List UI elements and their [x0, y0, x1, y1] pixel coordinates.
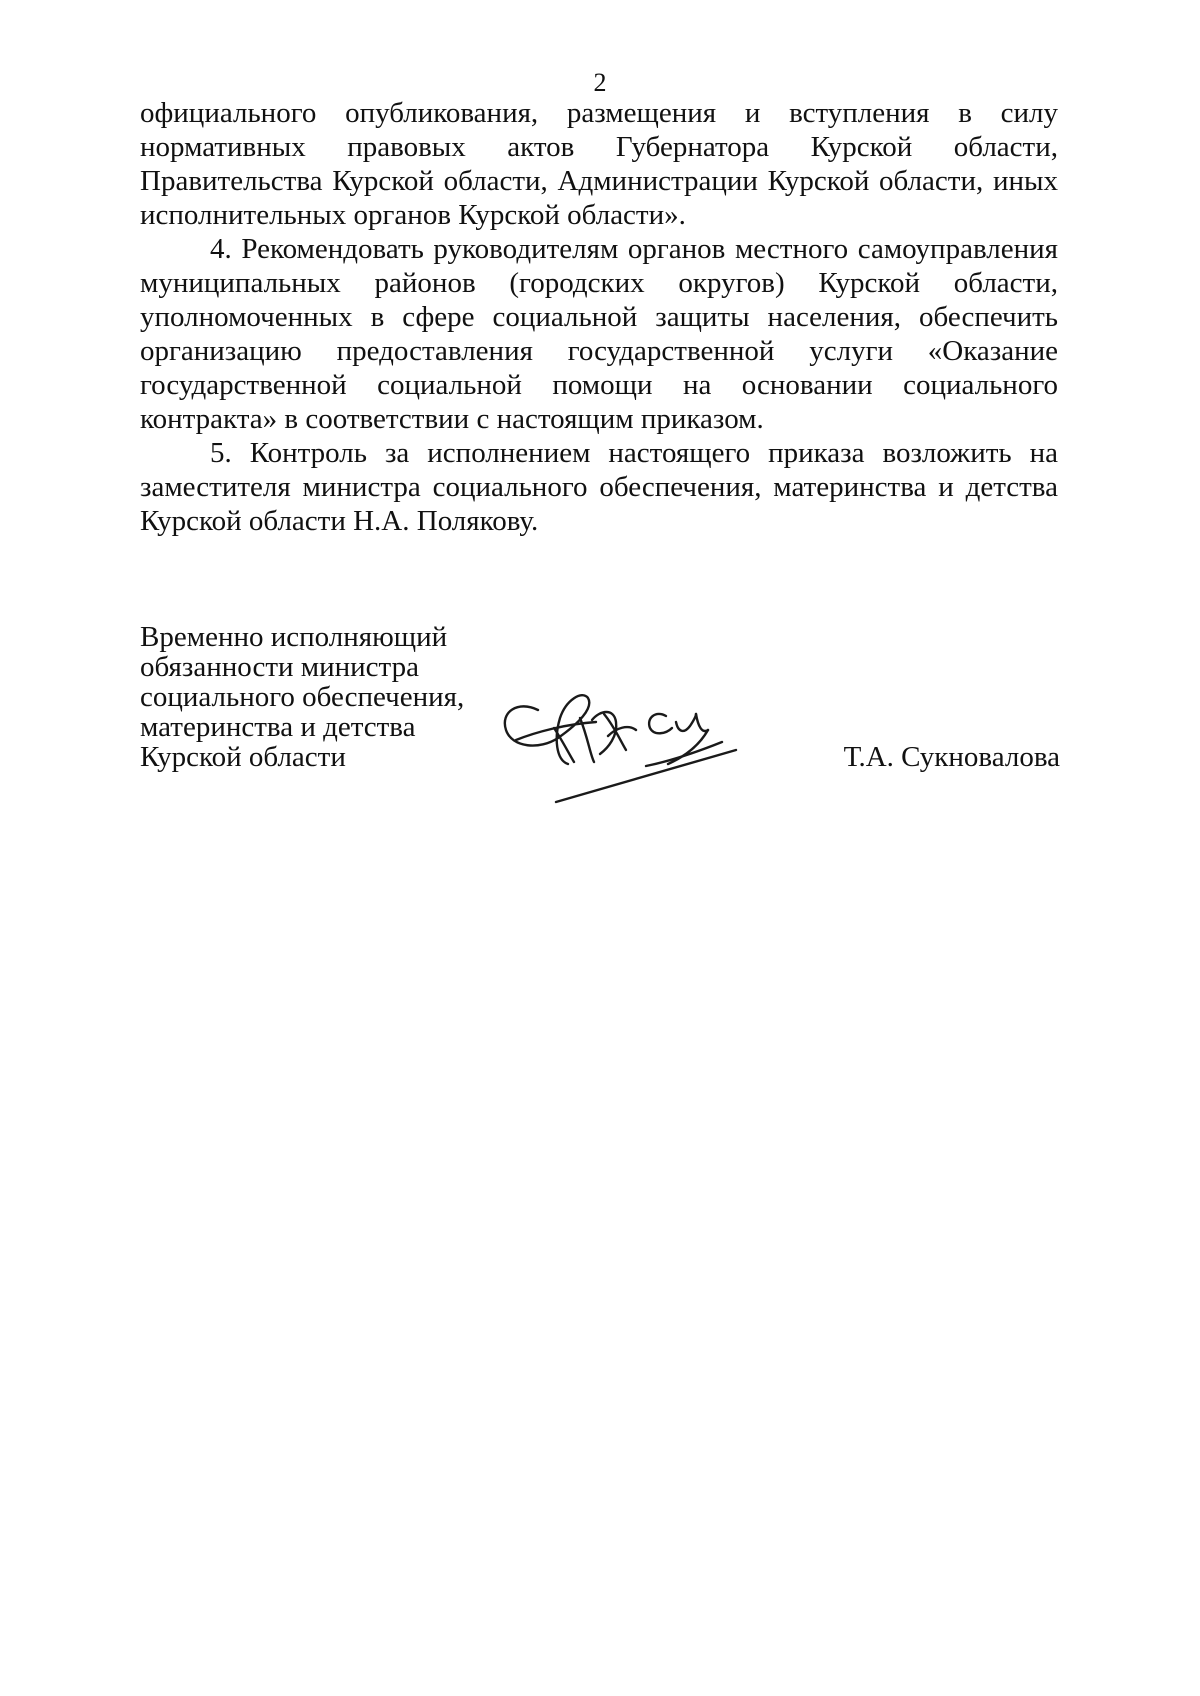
document-body [140, 96, 1058, 538]
signatory-title-line: Курской области [140, 741, 346, 773]
page-number: 2 [593, 68, 607, 97]
signatory-name: Т.А. Сукновалова [843, 741, 1060, 773]
paragraph-continuation: официального опубликования, размещения и вступления в силу нормативных правовых актов Губернатора Курской области, Правительства Курской области, Администрации Курской области, иных исполнительных органов Курской области». [140, 97, 1058, 231]
signatory-title [140, 622, 500, 772]
signatory-title-line: материнства и детства [140, 711, 416, 743]
handwritten-signature-icon [496, 678, 746, 804]
paragraph-item-4: 4. Рекомендовать руководителям органов местного самоуправления муниципальных районов (городских округов) Курской области, уполномоченных в сфере социальной защиты населения, обеспечить организацию предоставления государственной услуги «Оказание государственной социальной помощи на основании социального контракта» в соответствии с настоящим приказом. [140, 233, 1058, 435]
signatory-title-line: социального обеспечения, [140, 681, 465, 713]
signatory-title-line: обязанности министра [140, 651, 419, 683]
paragraph-item-5: 5. Контроль за исполнением настоящего приказа возложить на заместителя министра социального обеспечения, материнства и детства Курской области Н.А. Полякову. [140, 437, 1058, 537]
signatory-title-line: Временно исполняющий [140, 621, 448, 653]
